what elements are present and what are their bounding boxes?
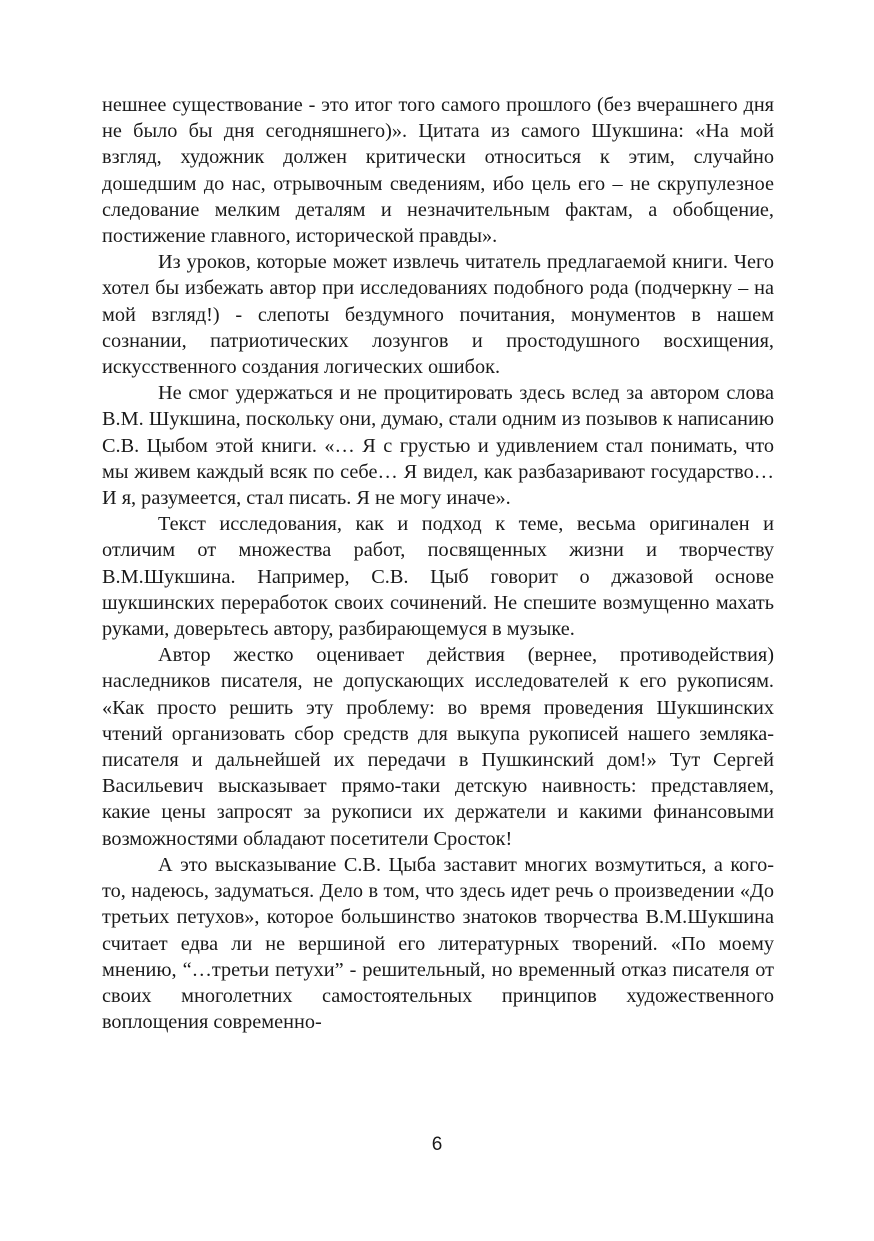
paragraph-4: Текст исследования, как и подход к теме, весьма оригинален и отличим от множества работ, посвященных жизни и творчеству В.М.Шукшина. Например, С.В. Цыб говорит о джазовой основе шукшинских переработок своих сочинений. Не спешите возмущенно махать руками, доверьтесь автору, разбирающемуся в музыке. <box>102 513 774 641</box>
paragraph-3: Не смог удержаться и не процитировать здесь вслед за автором слова В.М. Шукшина, поскольку они, думаю, стали одним из позывов к написанию С.В. Цыбом этой книги. «… Я с грустью и удивлением стал понимать, что мы живем каждый всяк по себе… Я видел, как разбазаривают государство… И я, разумеется, стал писать. Я не могу иначе». <box>102 382 774 510</box>
paragraph-2: Из уроков, которые может извлечь читатель предлагаемой книги. Чего хотел бы избежать автор при исследованиях подобного рода (подчеркну – на мой взгляд!) - слепоты бездумного почитания, монументов в нашем сознании, патриотических лозунгов и простодушного восхищения, искусственного создания логических ошибок. <box>102 251 774 379</box>
paragraph-5: Автор жестко оценивает действия (вернее, противодействия) наследников писателя, не допускающих исследователей к его рукописям. «Как просто решить эту проблему: во время проведения Шукшинских чтений организовать сбор средств для выкупа рукописей нашего земляка-писателя и дальнейшей их передачи в Пушкинский дом!» Тут Сергей Васильевич высказывает прямо-таки детскую наивность: представляем, какие цены запросят за рукописи их держатели и какими финансовыми возможностями обладают посетители Сросток! <box>102 644 774 850</box>
paragraph-6: А это высказывание С.В. Цыба заставит многих возмутиться, а кого-то, надеюсь, задуматься. Дело в том, что здесь идет речь о произведении «До третьих петухов», которое большинство знатоков творчества В.М.Шукшина считает едва ли не вершиной его литературных творений. «По моему мнению, “…третьи петухи” - решительный, но временный отказ писателя от своих многолетних самостоятельных принципов художественного воплощения современно- <box>102 853 774 1034</box>
body-text <box>102 92 774 1035</box>
paragraph-1: нешнее существование - это итог того самого прошлого (без вчерашнего дня не было бы дня сегодняшнего)». Цитата из самого Шукшина: «На мой взгляд, художник должен критически относиться к этим, случайно дошедшим до нас, отрывочным сведениям, ибо цель его – не скрупулезное следование мелким деталям и незначительным фактам, а обобщение, постижение главного, исторической правды». <box>102 94 774 248</box>
page-number: 6 <box>431 1134 443 1155</box>
